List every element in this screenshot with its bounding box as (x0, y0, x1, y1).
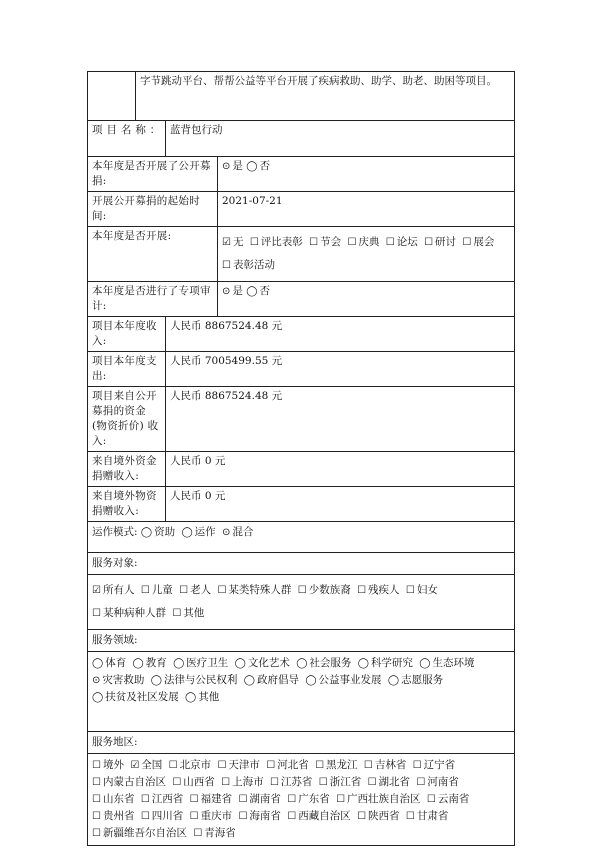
annual-expense-label: 项目本年度支出: (88, 352, 166, 387)
checked-checkbox-icon[interactable]: ☑ (222, 237, 231, 248)
held-events-label: 本年度是否开展: (88, 227, 218, 282)
service-target-option-label: 某类特殊人群 (228, 584, 292, 596)
checkbox-icon[interactable]: ☐ (92, 777, 101, 788)
held-events-options (218, 227, 515, 282)
yes-label: 是 (232, 160, 243, 172)
service-region-option[interactable] (217, 757, 259, 774)
public-funds-label: 项目来自公开募捐的资金(物资折价) 收入: (88, 387, 166, 452)
held-events-option[interactable] (309, 231, 341, 254)
intro-text: 字节跳动平台、帮帮公益等平台开展了疾病救助、助学、助老、助困等项目。 (136, 72, 515, 121)
checkbox-icon[interactable]: ☐ (363, 760, 373, 771)
service-region-option[interactable] (221, 774, 263, 791)
radio-icon[interactable]: ◯ (173, 658, 185, 669)
radio-icon[interactable]: ◯ (185, 692, 197, 703)
service-region-option-label: 山东省 (102, 793, 135, 805)
service-field-option[interactable] (92, 672, 144, 689)
service-field-option-label: 体育 (105, 657, 127, 669)
service-region-option[interactable] (190, 808, 232, 825)
service-target-option[interactable] (141, 579, 173, 602)
service-field-option[interactable] (92, 689, 179, 706)
service-region-option[interactable] (368, 774, 410, 791)
checkbox-icon[interactable]: ☐ (238, 794, 248, 805)
checkbox-icon[interactable]: ☐ (287, 811, 297, 822)
checkbox-icon[interactable]: ☐ (318, 777, 328, 788)
audit-no-radio-icon[interactable]: ◯ (246, 286, 258, 297)
checkbox-icon[interactable]: ☐ (347, 237, 357, 248)
public-funds-row (88, 387, 515, 452)
radio-icon[interactable]: ◯ (296, 658, 308, 669)
service-region-option[interactable] (319, 774, 361, 791)
radio-icon[interactable]: ◯ (181, 527, 193, 538)
checkbox-icon[interactable]: ☐ (92, 760, 101, 771)
overseas-goods-row (88, 487, 515, 522)
service-region-option-label: 重庆市 (200, 810, 233, 822)
radio-icon[interactable]: ◯ (357, 658, 369, 669)
service-region-option[interactable] (141, 808, 183, 825)
service-region-option-label: 江西省 (151, 793, 184, 805)
held-events-option[interactable] (222, 254, 275, 277)
service-field-option-label: 文化艺术 (247, 657, 290, 669)
checkbox-icon[interactable]: ☐ (140, 811, 150, 822)
service-target-option[interactable] (92, 602, 166, 625)
annual-income-row (88, 317, 515, 352)
operation-mode-option-label: 运作 (194, 526, 216, 538)
service-region-option-label: 福建省 (200, 793, 233, 805)
service-fields-options (88, 652, 515, 732)
checkbox-icon[interactable]: ☐ (249, 237, 259, 248)
held-events-option[interactable] (424, 231, 456, 254)
overseas-funds-label: 来自境外资金捐赠收入: (88, 452, 166, 487)
service-target-option-label: 老人 (190, 584, 212, 596)
service-region-option-label: 江苏省 (280, 776, 313, 788)
service-field-option-label: 医疗卫生 (186, 657, 229, 669)
checkbox-icon[interactable]: ☐ (189, 811, 199, 822)
project-name-row (88, 121, 515, 157)
held-events-option[interactable] (462, 231, 494, 254)
checkbox-icon[interactable]: ☐ (168, 760, 178, 771)
checkbox-icon[interactable]: ☐ (385, 237, 395, 248)
checked-checkbox-icon[interactable]: ☑ (92, 585, 101, 596)
service-region-option[interactable] (130, 757, 162, 774)
selected-radio-icon[interactable]: ⊙ (221, 527, 231, 538)
checkbox-icon[interactable]: ☐ (179, 585, 189, 596)
service-region-option[interactable] (169, 757, 211, 774)
checkbox-icon[interactable]: ☐ (336, 794, 346, 805)
intro-blank-cell (88, 72, 136, 121)
annual-expense-row (88, 352, 515, 387)
start-time-row (88, 192, 515, 227)
service-region-option-label: 甘肃省 (416, 810, 449, 822)
service-targets-header-row (88, 553, 515, 575)
service-region-option[interactable] (406, 808, 448, 825)
radio-icon[interactable]: ◯ (305, 675, 317, 686)
service-field-option-label: 政府倡导 (256, 674, 299, 686)
checkbox-icon[interactable]: ☐ (297, 585, 307, 596)
service-target-option-label: 残疾人 (368, 584, 400, 596)
service-region-option[interactable] (238, 808, 280, 825)
service-field-option-label: 生态环境 (432, 657, 475, 669)
checkbox-icon[interactable]: ☐ (309, 237, 319, 248)
held-events-option-label: 展会 (473, 236, 495, 248)
selected-radio-icon[interactable]: ⊙ (92, 675, 101, 686)
service-region-option[interactable] (92, 825, 187, 842)
service-region-option[interactable] (92, 791, 134, 808)
public-funds-value: 人民币 8867524.48 元 (166, 387, 515, 452)
service-target-option-label: 少数族裔 (308, 584, 351, 596)
service-fields-label: 服务领域: (88, 630, 515, 652)
service-target-option[interactable] (92, 579, 134, 602)
service-regions-header-row (88, 732, 515, 754)
service-target-option[interactable] (179, 579, 211, 602)
operation-mode-options (141, 526, 256, 538)
checkbox-icon[interactable]: ☐ (172, 608, 182, 619)
operation-mode-label: 运作模式: (92, 526, 138, 538)
checked-checkbox-icon[interactable]: ☑ (130, 760, 140, 771)
operation-mode-option[interactable] (181, 525, 215, 540)
service-field-option-label: 科学研究 (370, 657, 413, 669)
radio-icon[interactable]: ◯ (387, 675, 400, 686)
checkbox-icon[interactable]: ☐ (92, 608, 101, 619)
checkbox-icon[interactable]: ☐ (140, 794, 150, 805)
checkbox-icon[interactable]: ☐ (424, 237, 434, 248)
service-field-option-label: 法律与公民权利 (163, 674, 238, 686)
service-field-option[interactable] (133, 655, 167, 672)
operation-mode-cell (88, 522, 515, 553)
service-region-option[interactable] (266, 757, 308, 774)
service-region-option-label: 云南省 (437, 793, 470, 805)
checkbox-icon[interactable]: ☐ (416, 777, 426, 788)
service-region-option-label: 青海省 (204, 827, 236, 839)
audit-yes-label: 是 (232, 285, 243, 297)
radio-icon[interactable]: ◯ (92, 692, 104, 703)
service-region-option-label: 湖南省 (249, 793, 281, 805)
held-events-option-label: 庆典 (358, 236, 380, 248)
checkbox-icon[interactable]: ☐ (238, 811, 248, 822)
public-fundraising-options (218, 157, 515, 192)
service-region-option[interactable] (357, 808, 399, 825)
radio-icon[interactable]: ◯ (132, 658, 144, 669)
held-events-option[interactable] (250, 231, 303, 254)
service-region-option[interactable] (364, 757, 406, 774)
service-region-option-label: 湖北省 (378, 776, 411, 788)
service-field-option-label: 公益事业发展 (318, 674, 382, 686)
service-region-option-label: 广西壮族自治区 (347, 793, 421, 805)
overseas-funds-row (88, 452, 515, 487)
overseas-funds-value: 人民币 0 元 (166, 452, 515, 487)
special-audit-label: 本年度是否进行了专项审计: (88, 282, 218, 317)
service-region-option-label: 天津市 (228, 759, 260, 771)
audit-yes-radio-selected-icon[interactable]: ⊙ (222, 286, 231, 297)
checkbox-icon[interactable]: ☐ (405, 811, 415, 822)
held-events-option-label: 无 (232, 236, 244, 248)
service-field-option[interactable] (305, 672, 381, 689)
held-events-row (88, 227, 515, 282)
service-field-option[interactable] (244, 672, 299, 689)
service-target-option[interactable] (217, 579, 291, 602)
checkbox-icon[interactable]: ☐ (92, 828, 101, 839)
checkbox-icon[interactable]: ☐ (140, 585, 150, 596)
radio-icon[interactable]: ◯ (150, 675, 162, 686)
service-region-option-label: 贵州省 (102, 810, 135, 822)
held-events-option-label: 论坛 (396, 236, 418, 248)
service-field-option[interactable] (419, 655, 474, 672)
special-audit-options (218, 282, 515, 317)
annual-income-label: 项目本年度收入: (88, 317, 166, 352)
checkbox-icon[interactable]: ☐ (315, 760, 325, 771)
project-name-value: 蓝背包行动 (166, 121, 515, 157)
public-fundraising-label: 本年度是否开展了公开募捐: (88, 157, 218, 192)
service-region-option-label: 海南省 (249, 810, 281, 822)
checkbox-icon[interactable]: ☐ (193, 828, 203, 839)
checkbox-icon[interactable]: ☐ (412, 760, 422, 771)
service-region-option-label: 全国 (141, 759, 163, 771)
special-audit-row (88, 282, 515, 317)
service-regions-label: 服务地区: (88, 732, 515, 754)
operation-mode-row (88, 522, 515, 553)
start-time-value: 2021-07-21 (218, 192, 515, 227)
service-region-option[interactable] (287, 808, 350, 825)
service-target-option[interactable] (357, 579, 399, 602)
intro-row (88, 72, 515, 121)
service-field-option-label: 灾害救助 (102, 674, 145, 686)
held-events-option[interactable] (347, 231, 379, 254)
no-label: 否 (259, 160, 270, 172)
service-field-option-label: 志愿服务 (401, 674, 444, 686)
service-field-option[interactable] (92, 655, 126, 672)
service-region-option[interactable] (238, 791, 280, 808)
checkbox-icon[interactable]: ☐ (287, 794, 297, 805)
service-region-option[interactable] (92, 808, 134, 825)
service-field-option-label: 教育 (145, 657, 167, 669)
project-table (87, 71, 515, 846)
held-events-option[interactable] (222, 231, 243, 254)
service-region-option-label: 陕西省 (368, 810, 400, 822)
annual-income-value: 人民币 8867524.48 元 (166, 317, 515, 352)
project-form (87, 71, 514, 846)
overseas-goods-label: 来自境外物资捐赠收入: (88, 487, 166, 522)
radio-icon[interactable]: ◯ (234, 658, 246, 669)
service-region-option-label: 辽宁省 (423, 759, 456, 771)
overseas-goods-value: 人民币 0 元 (166, 487, 515, 522)
service-field-option-label: 其他 (198, 691, 220, 703)
service-region-option-label: 河南省 (427, 776, 459, 788)
operation-mode-option[interactable] (222, 525, 253, 540)
service-target-option[interactable] (172, 602, 204, 625)
service-region-option-label: 境外 (102, 759, 124, 771)
service-field-option[interactable] (151, 672, 238, 689)
checkbox-icon[interactable]: ☐ (405, 585, 415, 596)
service-field-option[interactable] (235, 655, 290, 672)
operation-mode-option-label: 资助 (154, 526, 176, 538)
service-region-option-label: 内蒙古自治区 (102, 776, 166, 788)
checkbox-icon[interactable]: ☐ (357, 811, 367, 822)
checkbox-icon[interactable]: ☐ (462, 237, 472, 248)
service-field-option[interactable] (358, 655, 413, 672)
checkbox-icon[interactable]: ☐ (221, 777, 231, 788)
service-region-option[interactable] (413, 757, 455, 774)
radio-icon[interactable]: ◯ (140, 527, 153, 538)
service-target-option[interactable] (406, 579, 438, 602)
service-target-option-label: 其他 (183, 607, 205, 619)
service-targets-options (88, 575, 515, 630)
operation-mode-option[interactable] (141, 525, 175, 540)
annual-expense-value: 人民币 7005499.55 元 (166, 352, 515, 387)
service-region-option[interactable] (287, 791, 329, 808)
service-region-option-label: 北京市 (179, 759, 212, 771)
no-radio-icon[interactable]: ◯ (246, 161, 258, 172)
service-region-option[interactable] (172, 774, 214, 791)
service-region-option-label: 新疆维吾尔自治区 (102, 827, 187, 839)
checkbox-icon[interactable]: ☐ (222, 260, 231, 271)
start-time-label: 开展公开募捐的起始时间: (88, 192, 218, 227)
service-region-option-label: 黑龙江 (326, 759, 358, 771)
service-region-option[interactable] (270, 774, 312, 791)
service-regions-options (88, 754, 515, 846)
checkbox-icon[interactable]: ☐ (357, 585, 367, 596)
held-events-option[interactable] (386, 231, 418, 254)
service-region-option-label: 吉林省 (374, 759, 407, 771)
service-field-option[interactable] (173, 655, 228, 672)
service-target-option-label: 所有人 (102, 584, 135, 596)
held-events-option-label: 表彰活动 (232, 259, 275, 271)
checkbox-icon[interactable]: ☐ (172, 777, 182, 788)
checkbox-icon[interactable]: ☐ (92, 794, 101, 805)
service-region-option-label: 山西省 (183, 776, 215, 788)
checkbox-icon[interactable]: ☐ (217, 585, 227, 596)
service-regions-row (88, 754, 515, 846)
service-region-option-label: 西藏自治区 (298, 810, 351, 822)
checkbox-icon[interactable]: ☐ (217, 760, 227, 771)
checkbox-icon[interactable]: ☐ (367, 777, 377, 788)
checkbox-icon[interactable]: ☐ (266, 760, 276, 771)
service-region-option[interactable] (416, 774, 458, 791)
service-region-option[interactable] (193, 825, 235, 842)
service-region-option[interactable] (427, 791, 469, 808)
service-fields-row (88, 652, 515, 732)
service-region-option-label: 上海市 (232, 776, 264, 788)
service-targets-label: 服务对象: (88, 553, 515, 575)
service-target-option-label: 儿童 (151, 584, 173, 596)
service-region-option[interactable] (315, 757, 357, 774)
audit-no-label: 否 (259, 285, 270, 297)
service-region-option-label: 四川省 (151, 810, 184, 822)
service-region-option-label: 河北省 (277, 759, 309, 771)
public-fundraising-row (88, 157, 515, 192)
service-target-option-label: 妇女 (416, 584, 438, 596)
checkbox-icon[interactable]: ☐ (92, 811, 101, 822)
service-fields-header-row (88, 630, 515, 652)
held-events-option-label: 研讨 (435, 236, 457, 248)
service-region-option[interactable] (92, 774, 166, 791)
radio-icon[interactable]: ◯ (92, 658, 104, 669)
service-region-option[interactable] (190, 791, 232, 808)
service-region-option-label: 广东省 (298, 793, 330, 805)
checkbox-icon[interactable]: ☐ (426, 794, 436, 805)
service-region-option[interactable] (336, 791, 420, 808)
service-region-option-label: 浙江省 (329, 776, 362, 788)
radio-icon[interactable]: ◯ (243, 675, 255, 686)
radio-icon[interactable]: ◯ (419, 658, 431, 669)
held-events-option-label: 评比表彰 (260, 236, 303, 248)
held-events-option-label: 节会 (320, 236, 342, 248)
service-field-option[interactable] (185, 689, 219, 706)
service-field-option[interactable] (388, 672, 443, 689)
service-field-option[interactable] (296, 655, 351, 672)
service-targets-row (88, 575, 515, 630)
checkbox-icon[interactable]: ☐ (189, 794, 199, 805)
service-target-option-label: 某种病种人群 (102, 607, 166, 619)
service-region-option[interactable] (92, 757, 124, 774)
service-field-option-label: 扶贫及社区发展 (105, 691, 179, 703)
yes-radio-selected-icon[interactable]: ⊙ (222, 161, 231, 172)
operation-mode-option-label: 混合 (232, 526, 254, 538)
project-name-label: 项 目 名 称 ： (88, 121, 166, 157)
service-field-option-label: 社会服务 (309, 657, 352, 669)
service-region-option[interactable] (141, 791, 183, 808)
checkbox-icon[interactable]: ☐ (269, 777, 279, 788)
service-target-option[interactable] (298, 579, 351, 602)
